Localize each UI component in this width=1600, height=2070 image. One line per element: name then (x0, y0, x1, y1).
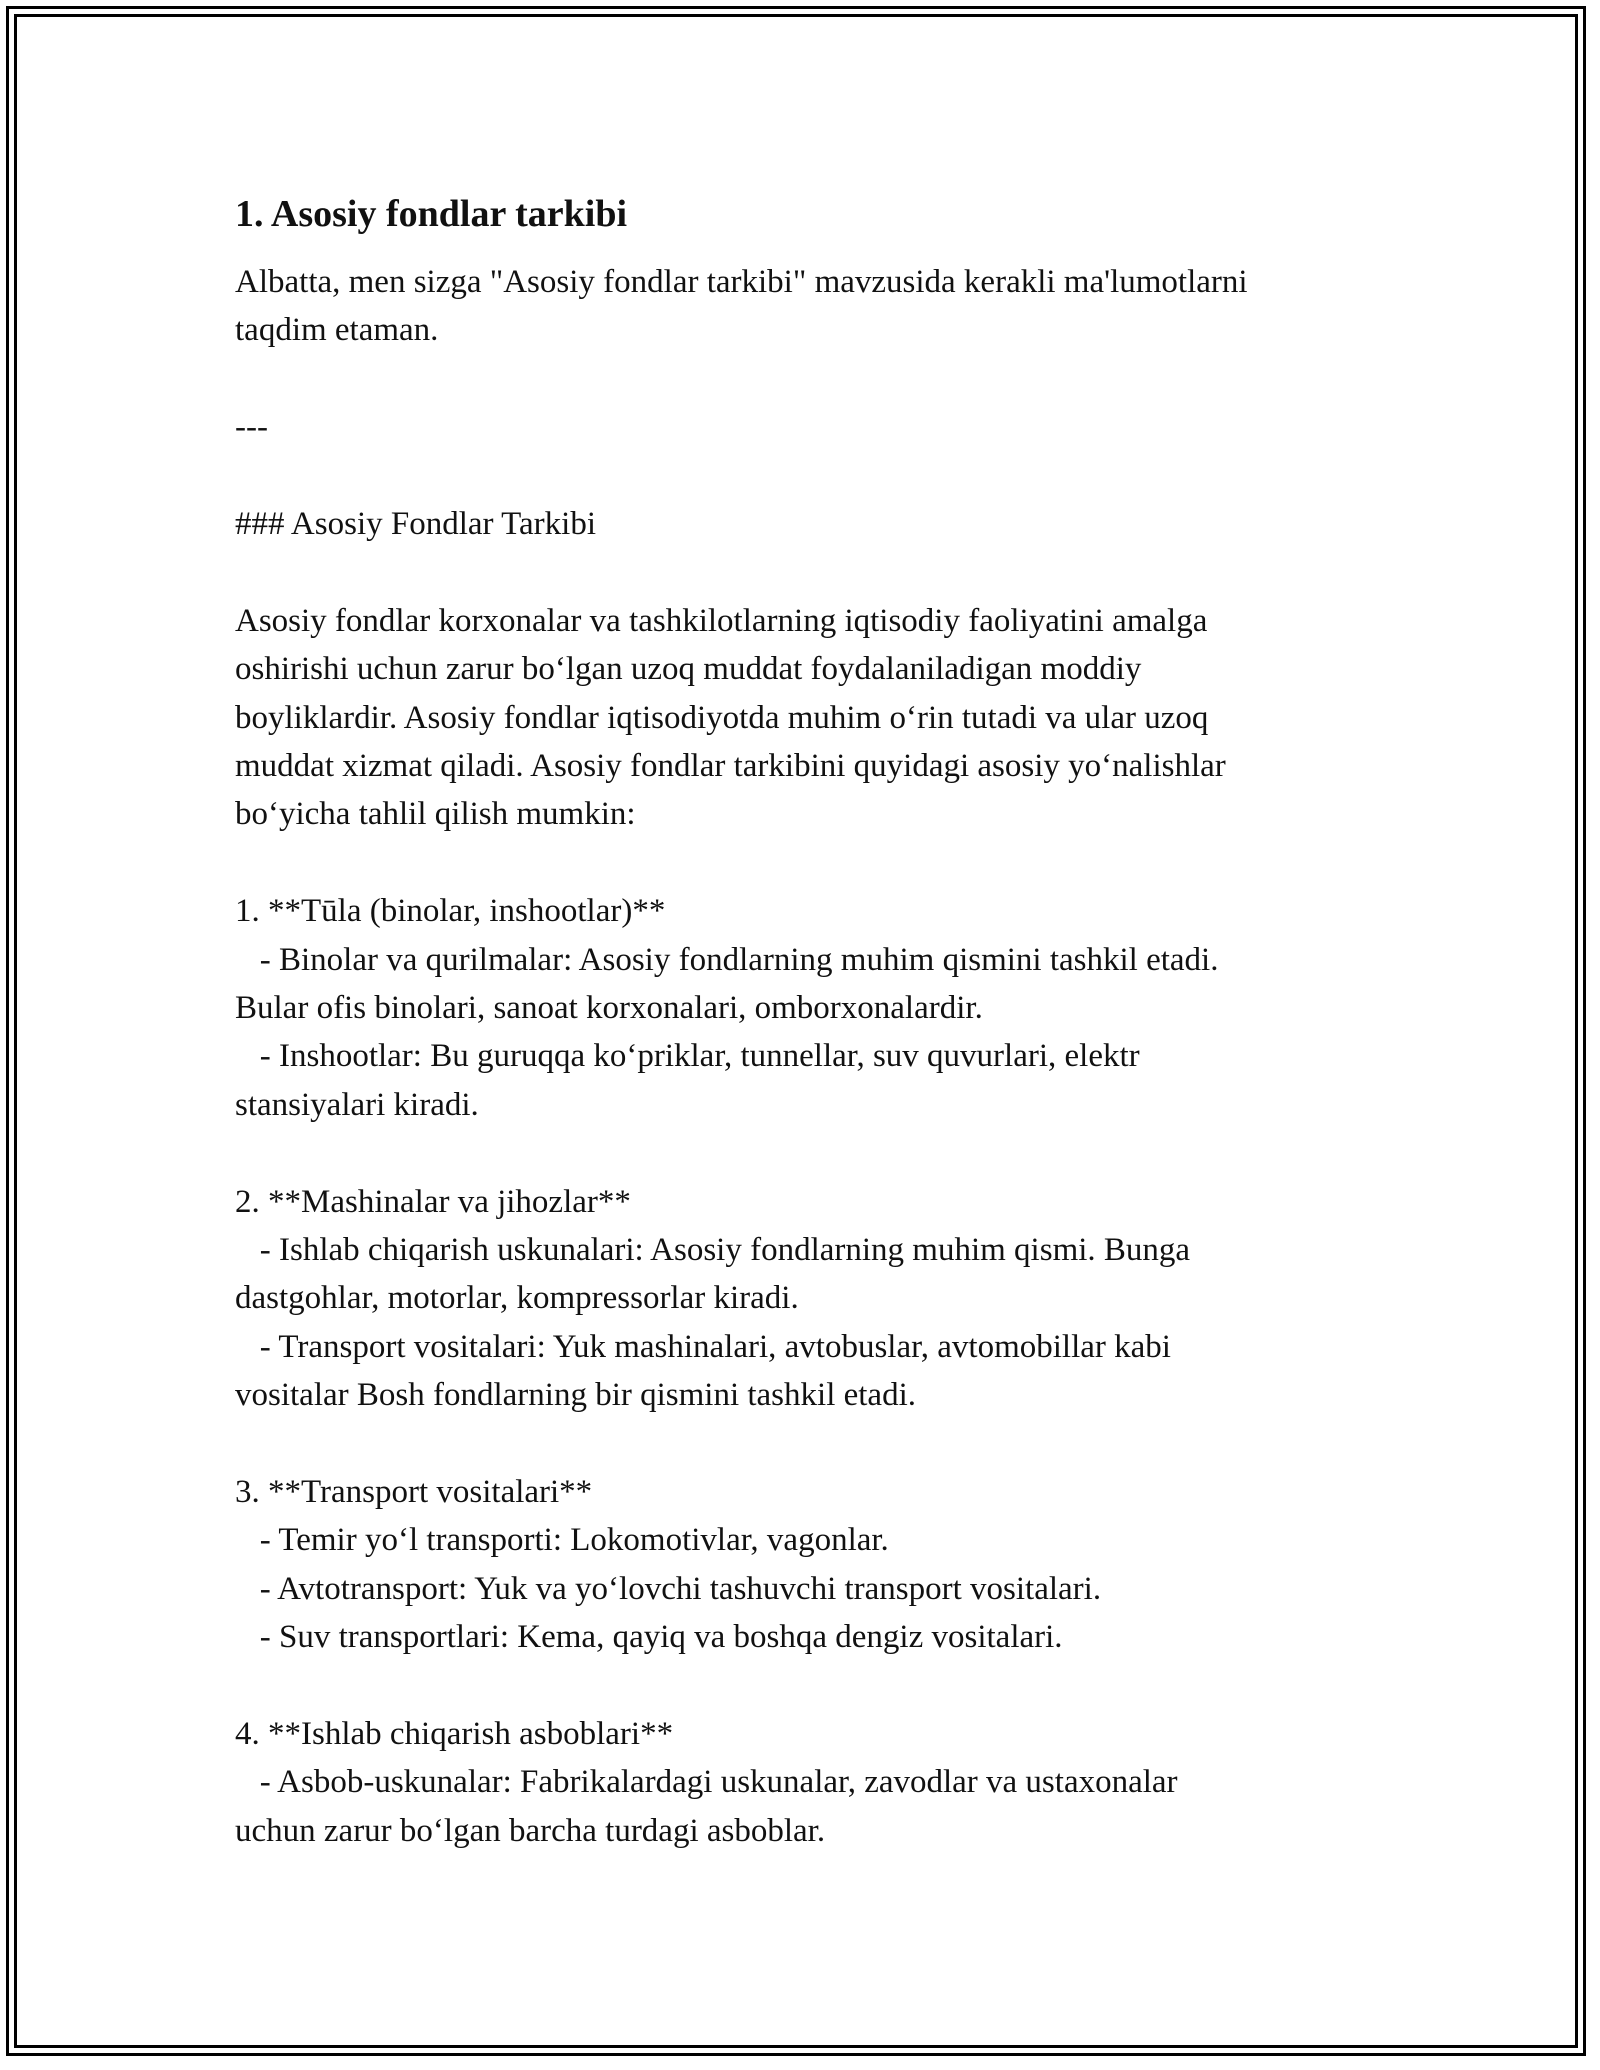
text-line: Bular ofis binolari, sanoat korxonalari, omborxonalardir. (235, 990, 983, 1027)
text-line: boyliklardir. Asosiy fondlar iqtisodiyotda muhim o‘rin tutadi va ular uzoq (235, 699, 1209, 736)
text-line: - Temir yo‘l transporti: Lokomotivlar, vagonlar. (235, 1522, 889, 1559)
section-title: 4. **Ishlab chiqarish asboblari** (235, 1716, 674, 1753)
text-line: muddat xizmat qiladi. Asosiy fondlar tarkibini quyidagi asosiy yo‘nalishlar (235, 748, 1226, 785)
section-1 (235, 887, 1375, 1129)
separator-paragraph (235, 403, 1375, 451)
section-title: 2. **Mashinalar va jihozlar** (235, 1183, 631, 1220)
text-line: bo‘yicha tahlil qilish mumkin: (235, 796, 636, 833)
text-line: Albatta, men sizga "Asosiy fondlar tarkibi" mavzusida kerakli ma'lumotlarni (235, 264, 1248, 300)
document-heading: 1. Asosiy fondlar tarkibi (235, 193, 628, 235)
text-line: - Inshootlar: Bu guruqqa ko‘priklar, tunnellar, suv quvurlari, elektr (235, 1038, 1140, 1075)
text-line: stansiyalari kiradi. (235, 1086, 479, 1123)
document-body (235, 188, 1375, 1855)
section-title: 1. **Tūla (binolar, inshootlar)** (235, 893, 666, 930)
text-line: - Transport vositalari: Yuk mashinalari, avtobuslar, avtomobillar kabi (235, 1328, 1171, 1365)
text-line: - Avtotransport: Yuk va yo‘lovchi tashuvchi transport vositalari. (235, 1570, 1102, 1607)
text-line: taqdim etaman. (235, 312, 439, 349)
separator-line: --- (235, 409, 268, 446)
text-line: Asosiy fondlar korxonalar va tashkilotlarning iqtisodiy faoliyatini amalga (235, 602, 1208, 639)
text-line: dastgohlar, motorlar, kompressorlar kiradi. (235, 1280, 799, 1317)
text-line: vositalar Bosh fondlarning bir qismini tashkil etadi. (235, 1377, 916, 1414)
text-line: oshirishi uchun zarur bo‘lgan uzoq muddat foydalaniladigan moddiy (235, 651, 1142, 688)
intro-paragraph (235, 258, 1375, 355)
subheading-paragraph (235, 500, 1375, 548)
text-line: - Suv transportlari: Kema, qayiq va boshqa dengiz vositalari. (235, 1619, 1063, 1656)
text-line: - Asbob-uskunalar: Fabrikalardagi uskunalar, zavodlar va ustaxonalar (235, 1764, 1178, 1801)
description-paragraph (235, 597, 1375, 839)
section-2 (235, 1178, 1375, 1420)
text-line: uchun zarur bo‘lgan barcha turdagi asboblar. (235, 1812, 826, 1849)
section-4 (235, 1710, 1375, 1855)
text-line: - Binolar va qurilmalar: Asosiy fondlarning muhim qismini tashkil etadi. (235, 941, 1219, 978)
section-3 (235, 1468, 1375, 1662)
subheading-line: ### Asosiy Fondlar Tarkibi (235, 506, 597, 542)
section-title: 3. **Transport vositalari** (235, 1474, 593, 1511)
text-line: - Ishlab chiqarish uskunalari: Asosiy fondlarning muhim qismi. Bunga (235, 1232, 1191, 1269)
